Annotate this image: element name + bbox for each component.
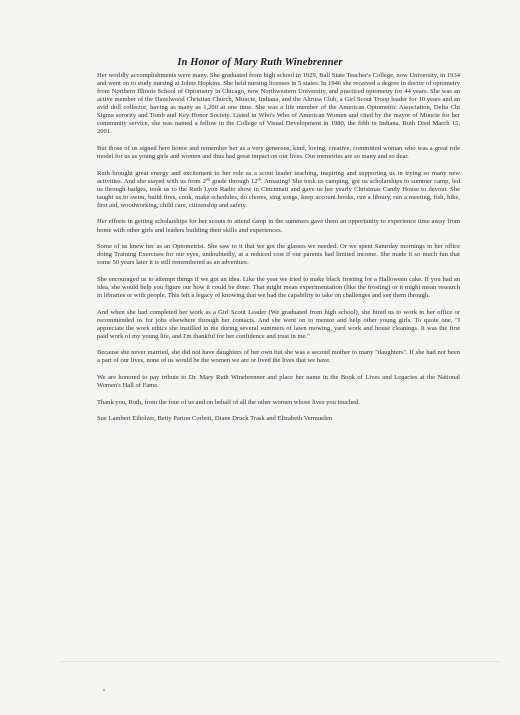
paragraph-work: And when she had completed her work as a Girl Scout Leader (We graduated from high school), she hired us to work in her office or recommended us for jobs elsewhere through her contacts. And she went on to mentor and help other young girls. To quote one, "I appreciate the work ethics she instilled in me during several summers of lawn mowing, yard work and house cleanings. It was the first paid work of my young life, and I'm thankful for her confidence and trust in me."	[97, 308, 460, 340]
paragraph-scout-leader-text-2: grade through 12	[210, 177, 258, 185]
paragraph-optometrist: Some of us knew her as an Optometrist. She saw to it that we got the glasses we needed. Or we spent Saturday mornings in her office doing Training Exercises for our eyes, undoubtedly, at a reduced cost if our parents had limited income. She made it so much fun that some 50 years later it is still remembered as an adventure.	[97, 243, 460, 267]
paragraph-scout-leader	[97, 170, 460, 210]
superscript-th: th	[257, 176, 261, 182]
paragraph-tribute: We are honored to pay tribute to Dr. Mary Ruth Winebrenner and place her name in the Book of Lives and Legacies at the National Women's Hall of Fame.	[97, 374, 460, 390]
paragraph-remember: But those of us signed here honor and remember her as a very generous, kind, loving, creative, committed woman who was a great role model for us as young girls and women and thus had great impact on our lives. Our memories are so many and so dear.	[97, 144, 460, 161]
document-body	[97, 72, 460, 432]
superscript-nd: nd	[205, 176, 211, 182]
footer-divider	[60, 661, 500, 662]
paragraph-scout-leader-text-3: . Amazing! She took us camping, got us scholarships to summer camp, led us through badges, took us to the Ruth Lyon Radio show in Cincinnati and gave us her yearly Christmas Candy House to devour. She taught us to swim, build fires, cook, make schedules, do chores, sing songs, keep account books, run a library, run a meeting, fish, hike, first aid, woodworking, child care, citizenship and safety.	[97, 177, 460, 209]
page-title: In Honor of Mary Ruth Winebrenner	[177, 57, 343, 68]
signatures-line: Sue Lambert Eiholzer, Betty Parton Corbett, Diane Druck Trask and Elizabeth Vermuelen	[97, 415, 333, 423]
paragraph-scholarships: Her efforts in getting scholarships for her scouts to attend camp in the summers gave them an opportunity to experience time away from home with other girls and leaders building their skills and experiences.	[97, 218, 460, 234]
paragraph-scout-leader-text-1: Ruth brought great energy and excitement to her role as a scout leader teaching, inspiring and supporting us in trying so many new activities. And she stayed with us from 2	[97, 169, 460, 185]
paragraph-accomplishments: Her worldly accomplishments were many. She graduated from high school in 1929, Ball State Teacher's College, now University, in 1934 and went on to study nursing at Johns Hopkins. She held nursing licenses in 5 states. In 1946 she received a degree in doctor of optometry from Northern Illinois School of Optometry in Chicago, now Northwestern University, and practiced optometry for 44 years. She was an active member of the Hazelwood Christian Church, Muncie, Indiana, and the Altrusa Club, a Girl Scout Troop leader for 10 years and an avid doll collector, having as many as 1,200 at one time. She was a life member of the American Optometric Association, Delta Chi Sigma sorority and Tomb and Key Honor Society. Listed in Who's Who of American Women and cited by the mayor of Muncie for her community service, she was named a fellow in the College of Visual Development in 1980, the fifth in Indiana. Ruth Died March 15, 2001.	[97, 72, 460, 136]
paragraph-thank-you: Thank you, Ruth, from the four of us and on behalf of all the other women whose lives you touched.	[97, 398, 360, 406]
scan-speck	[103, 689, 105, 691]
paragraph-second-mother: Because she never married, she did not have daughters of her own but she was a second mother to many "daughters". If she had not been a part of our lives, none of us would be the women we are or lived the lives that we have.	[97, 349, 460, 365]
paragraph-encouraged: She encouraged us to attempt things if we got an idea. Like the year we tried to make black frosting for a Halloween cake. If you had an idea, she would help you figure our how it could be done. That might mean experimentation (like the frosting) or it might mean research in libraries or with people. This left a legacy of knowing that we had the capability to take on challenges and see them through.	[97, 275, 460, 299]
